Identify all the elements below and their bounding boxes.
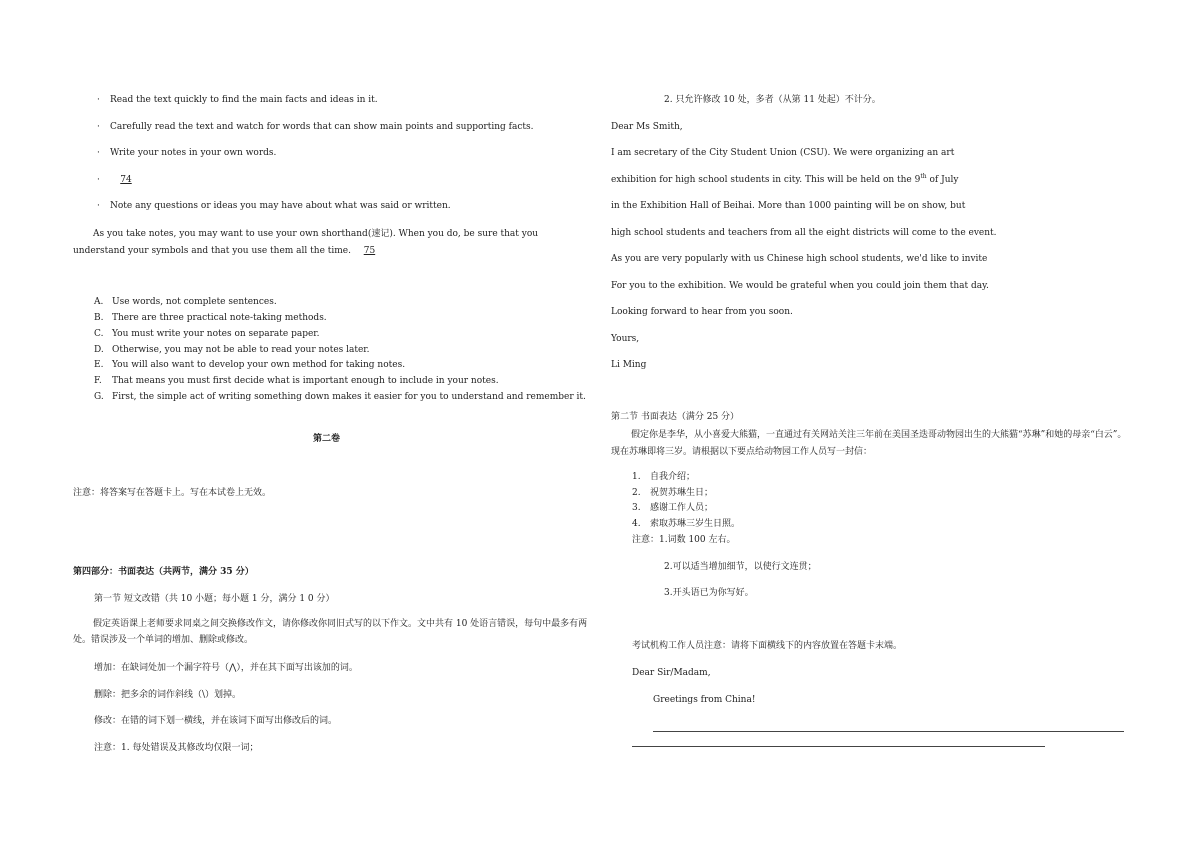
option-letter-e: E. xyxy=(94,360,104,370)
letter-line-4: high school students and teachers from all the eight districts will come to the event. xyxy=(611,228,997,238)
point-1: 自我介绍； xyxy=(650,472,696,482)
bullet: · xyxy=(97,148,100,158)
option-d: Otherwise, you may not be able to read your notes later. xyxy=(112,345,370,355)
requirement-2: 2.可以适当增加细节，以使行文连贯； xyxy=(664,562,817,572)
tip-2: Carefully read the text and watch for words that can show main points and supporting facts. xyxy=(110,122,534,132)
greetings-line: Greetings from China! xyxy=(653,695,756,705)
option-letter-c: C. xyxy=(94,329,104,339)
requirement-3: 3.开头语已为你写好。 xyxy=(664,588,754,598)
option-letter-d: D. xyxy=(94,345,104,355)
bullet: · xyxy=(97,201,100,211)
section2-intro: 假定你是李华，从小喜爱大熊猫，一直通过有关网站关注三年前在美国圣迭哥动物园出生的大熊猫“苏琳”和她的母亲“白云”。现在苏琳即将三岁。请根据以下要点给动物园工作人员写一封信： xyxy=(611,430,1127,457)
letter-line-5: As you are very popularly with us Chinese high school students, we'd like to invite xyxy=(611,254,988,264)
writing-line-2 xyxy=(632,746,1045,747)
option-b: There are three practical note-taking methods. xyxy=(112,313,327,323)
point-4: 索取苏琳三岁生日照。 xyxy=(650,519,741,529)
letter-line-6: For you to the exhibition. We would be grateful when you could join them that day. xyxy=(611,281,989,291)
section1-title: 第一节 短文改错（共 10 小题；每小题 1 分，满分 1 0 分） xyxy=(94,594,335,604)
point-3: 感谢工作人员； xyxy=(650,503,714,513)
tip-1: Read the text quickly to find the main facts and ideas in it. xyxy=(110,95,378,105)
superscript: th xyxy=(920,173,927,180)
point-num-2: 2. xyxy=(632,488,641,498)
point-2: 祝贺苏琳生日； xyxy=(650,488,714,498)
option-letter-a: A. xyxy=(94,297,104,307)
section1-intro: 假定英语课上老师要求同桌之间交换修改作文，请你修改你同旧式写的以下作文。文中共有 10 处语言错误，每句中最多有两处。错误涉及一个单词的增加、删除或修改。 xyxy=(73,619,588,645)
letter-line-2 xyxy=(611,174,958,186)
modify-rule: 修改：在错的词下划一横线，并在该词下面写出修改后的词。 xyxy=(94,716,338,726)
delete-rule: 删除：把多余的词作斜线（\）划掉。 xyxy=(94,690,242,700)
option-e: You will also want to develop your own method for taking notes. xyxy=(112,360,406,370)
option-f: That means you must first decide what is important enough to include in your notes. xyxy=(112,376,499,386)
letter-signature: Li Ming xyxy=(611,360,647,370)
option-a: Use words, not complete sentences. xyxy=(112,297,277,307)
blank-74: 74 xyxy=(120,175,132,185)
add-rule: 增加：在缺词处加一个漏字符号（⋀），并在其下面写出该加的词。 xyxy=(94,663,358,673)
writing-line-1 xyxy=(653,731,1124,732)
dear-line: Dear Sir/Madam, xyxy=(632,668,711,678)
note-2: 2. 只允许修改 10 处，多者（从第 11 处起）不计分。 xyxy=(664,95,881,105)
option-c: You must write your notes on separate paper. xyxy=(112,329,320,339)
section2-title: 第二节 书面表达（满分 25 分） xyxy=(611,412,740,422)
letter-line-3: in the Exhibition Hall of Beihai. More than 1000 painting will be on show, but xyxy=(611,201,966,211)
requirement-1: 注意：1.词数 100 左右。 xyxy=(632,535,736,545)
letter-line-1: I am secretary of the City Student Union (CSU). We were organizing an art xyxy=(611,148,955,158)
point-num-4: 4. xyxy=(632,519,641,529)
shorthand-paragraph xyxy=(73,226,588,260)
blank-75: 75 xyxy=(363,246,376,256)
answer-note: 注意：将答案写在答题卡上。写在本试卷上无效。 xyxy=(73,488,272,498)
paragraph-text: As you take notes, you may want to use your own shorthand(速记). When you do, be sure that you understand your symbols and that you use them all the time. xyxy=(73,229,539,256)
volume-title: 第二卷 xyxy=(313,434,341,444)
option-letter-g: G. xyxy=(94,392,104,402)
staff-note: 考试机构工作人员注意：请将下面横线下的内容放置在答题卡末端。 xyxy=(632,641,903,651)
letter-line-2-text: exhibition for high school students in city. This will be held on the 9 xyxy=(611,175,921,185)
note-1: 注意：1. 每处错误及其修改均仅限一词； xyxy=(94,743,259,753)
option-letter-b: B. xyxy=(94,313,104,323)
point-num-3: 3. xyxy=(632,503,641,513)
letter-line-7: Looking forward to hear from you soon. xyxy=(611,307,793,317)
letter-greeting: Dear Ms Smith, xyxy=(611,122,683,132)
tip-3: Write your notes in your own words. xyxy=(110,148,277,158)
option-letter-f: F. xyxy=(94,376,102,386)
option-g: First, the simple act of writing something down makes it easier for you to understand and remember it. xyxy=(112,392,586,402)
tip-5: Note any questions or ideas you may have about what was said or written. xyxy=(110,201,451,211)
bullet: · xyxy=(97,95,100,105)
point-num-1: 1. xyxy=(632,472,641,482)
letter-closing: Yours, xyxy=(611,334,640,344)
bullet: · xyxy=(97,175,100,185)
letter-line-2-end: of July xyxy=(926,175,959,185)
part4-title: 第四部分：书面表达（共两节，满分 35 分） xyxy=(73,567,254,577)
bullet: · xyxy=(97,122,100,132)
